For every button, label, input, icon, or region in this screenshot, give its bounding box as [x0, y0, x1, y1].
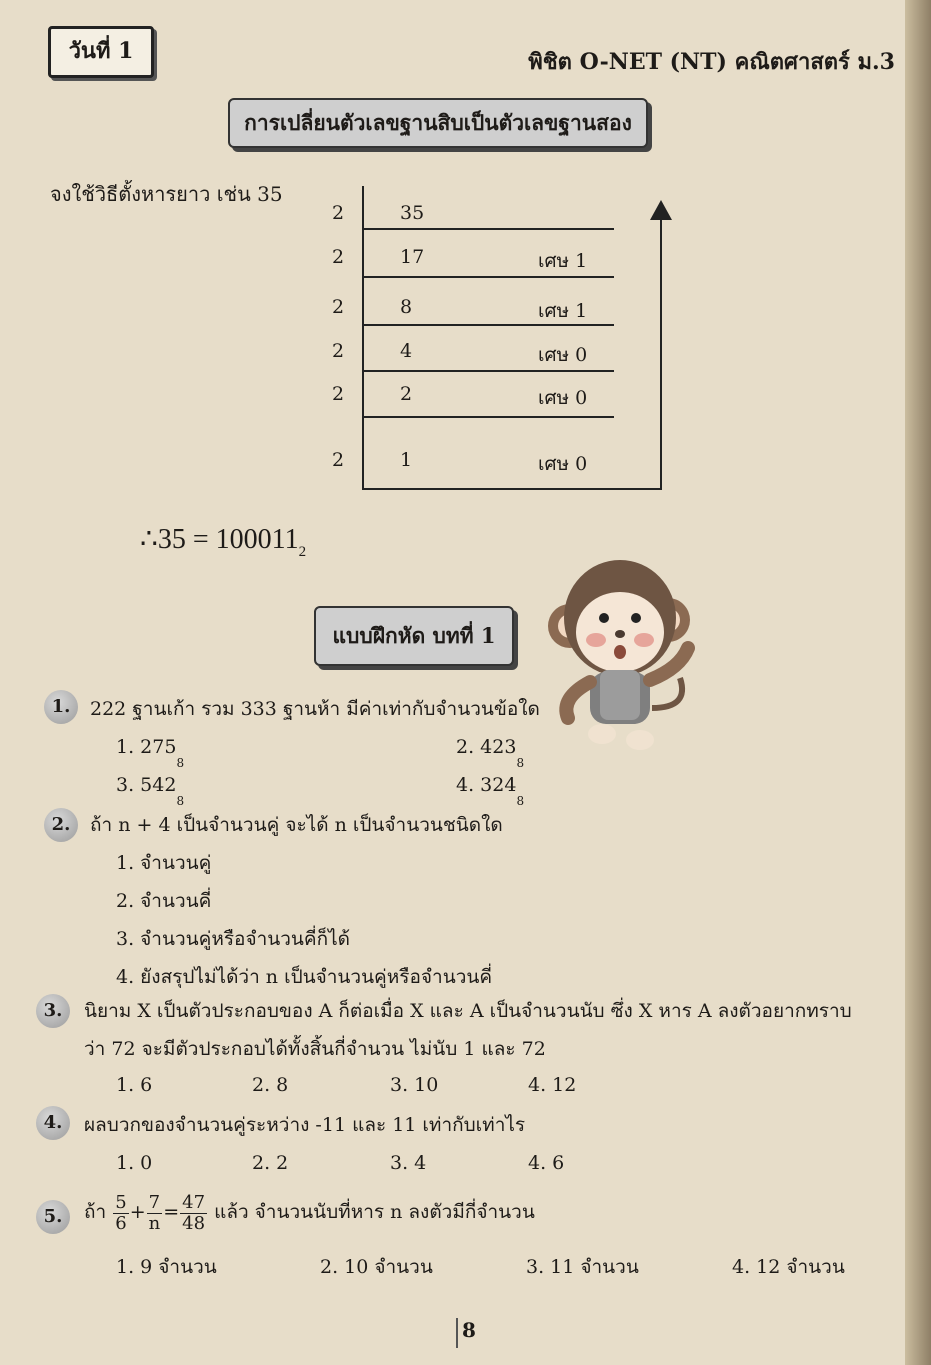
- answer-choice: 2. 8: [252, 1074, 289, 1096]
- division-line: [362, 416, 614, 418]
- divisor: 2: [332, 383, 345, 405]
- fraction: $\frac{47}{48}$: [182, 1191, 206, 1234]
- page-number: 8: [462, 1318, 476, 1342]
- answer-choice: 2. จำนวนคี่: [116, 890, 212, 912]
- quotient: 4: [400, 340, 413, 362]
- remainder: เศษ 0: [538, 453, 588, 475]
- answer-choice: 1. 9 จำนวน: [116, 1256, 217, 1278]
- question-number-badge: 2.: [44, 808, 78, 842]
- answer-choice: 1. 0: [116, 1152, 153, 1174]
- division-result: [140, 522, 307, 560]
- remainder: เศษ 1: [538, 250, 588, 272]
- quotient: 17: [400, 246, 425, 268]
- question-text: นิยาม X เป็นตัวประกอบของ A ก็ต่อเมื่อ X และ A เป็นจำนวนนับ ซึ่ง X หาร A ลงตัวอยากทราบ: [84, 1000, 852, 1022]
- remainder: เศษ 1: [538, 300, 588, 322]
- division-line: [362, 276, 614, 278]
- answer-choice: 4. $324_8$: [456, 774, 525, 808]
- quotient: 2: [400, 383, 413, 405]
- answer-choice: 3. $542_8$: [116, 774, 185, 808]
- up-arrow-icon: [650, 200, 672, 220]
- remainder: เศษ 0: [538, 344, 588, 366]
- question-number-badge: 5.: [36, 1200, 70, 1234]
- fraction: $\frac{7}{n}$: [148, 1191, 161, 1234]
- division-vertical-line: [362, 186, 364, 490]
- divisor: 2: [332, 246, 345, 268]
- divisor: 2: [332, 202, 345, 224]
- day-badge: วันที่ 1: [48, 26, 154, 78]
- page-number-divider: [456, 1318, 458, 1348]
- question-text: ผลบวกของจำนวนคู่ระหว่าง -11 และ 11 เท่ากับเท่าไร: [84, 1114, 526, 1136]
- answer-choice: 1. 6: [116, 1074, 153, 1096]
- answer-choice: 1. จำนวนคู่: [116, 852, 212, 874]
- division-line: [362, 370, 614, 372]
- answer-choice: 4. 12: [528, 1074, 577, 1096]
- question-number-badge: 3.: [36, 994, 70, 1028]
- question-text: ถ้า n + 4 เป็นจำนวนคู่ จะได้ n เป็นจำนวนชนิดใด: [90, 814, 503, 836]
- answer-choice: 3. จำนวนคู่หรือจำนวนคี่ก็ได้: [116, 928, 351, 950]
- question-number-badge: 1.: [44, 690, 78, 724]
- exercise-banner: แบบฝึกหัด บทที่ 1: [314, 606, 514, 666]
- division-line: [362, 488, 662, 490]
- result-base: 2: [298, 544, 307, 560]
- result-value: ∴35 = 100011: [140, 524, 299, 555]
- intro-text: จงใช้วิธีตั้งหารยาว เช่น 35: [50, 182, 283, 206]
- book-title: พิชิต O-NET (NT) คณิตศาสตร์ ม.3: [528, 49, 895, 75]
- division-line: [362, 228, 614, 230]
- answer-choice: 3. 4: [390, 1152, 427, 1174]
- answer-choice: 3. 11 จำนวน: [526, 1256, 639, 1278]
- topic-banner: การเปลี่ยนตัวเลขฐานสิบเป็นตัวเลขฐานสอง: [228, 98, 648, 148]
- answer-choice: 4. ยังสรุปไม่ได้ว่า n เป็นจำนวนคู่หรือจำนวนคี่: [116, 966, 493, 988]
- answer-choice: 3. 10: [390, 1074, 439, 1096]
- fraction: $\frac{5}{6}$: [115, 1191, 127, 1234]
- question-number-badge: 4.: [36, 1106, 70, 1140]
- answer-choice: 2. $423_8$: [456, 736, 525, 770]
- quotient: 8: [400, 296, 413, 318]
- question-text: ถ้า $\frac{5}{6}$ + $\frac{7}{n}$ = $\frac{47}{48}$ แล้ว จำนวนนับที่หาร n ลงตัวมีกี่จำนวน: [84, 1191, 535, 1234]
- answer-choice: 2. 2: [252, 1152, 289, 1174]
- question-text: ว่า 72 จะมีตัวประกอบได้ทั้งสิ้นกี่จำนวน ไม่นับ 1 และ 72: [84, 1038, 546, 1060]
- answer-choice: 2. 10 จำนวน: [320, 1256, 433, 1278]
- divisor: 2: [332, 340, 345, 362]
- answer-choice: 1. $275_8$: [116, 736, 185, 770]
- answer-choice: 4. 12 จำนวน: [732, 1256, 845, 1278]
- page-edge: [905, 0, 931, 1365]
- answer-choice: 4. 6: [528, 1152, 565, 1174]
- divisor: 2: [332, 449, 345, 471]
- divisor: 2: [332, 296, 345, 318]
- question-text: 222 ฐานเก้า รวม 333 ฐานห้า มีค่าเท่ากับจำนวนข้อใด: [90, 698, 540, 720]
- remainder: เศษ 0: [538, 387, 588, 409]
- quotient: 35: [400, 202, 425, 224]
- quotient: 1: [400, 449, 413, 471]
- up-arrow-shaft: [660, 214, 662, 490]
- monkey-mascot-image: [540, 548, 700, 758]
